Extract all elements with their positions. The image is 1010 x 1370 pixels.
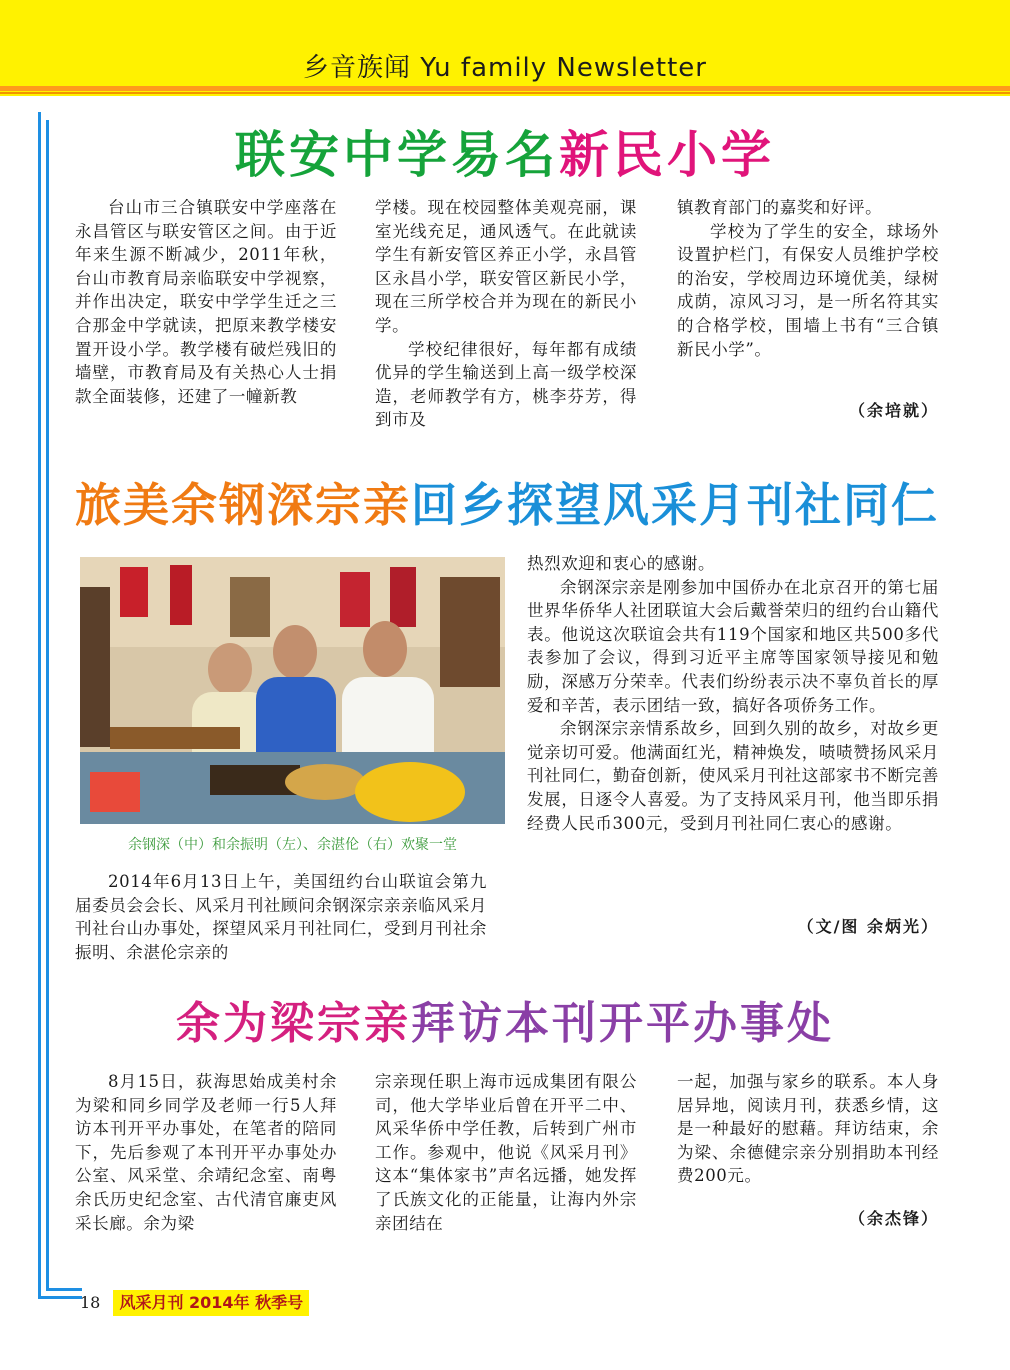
- article3-paragraph: 8月15日，荻海思始成美村余为梁和同乡同学及老师一行5人拜访本刊开平办事处，在笔者的陪同下，先后参观了本刊开平办事处办公室、风采堂、余靖纪念室、南粤余氏历史纪念室、古代清官廉吏风采长廊。余为梁: [75, 1072, 337, 1233]
- group-photo: [80, 557, 505, 824]
- article1-paragraph: 学校纪律很好，每年都有成绩优异的学生输送到上高一级学校深造，老师教学有方，桃李芬芳，得到市及: [375, 339, 637, 430]
- article2-right-column: [527, 552, 939, 835]
- article2-paragraph: 热烈欢迎和衷心的感谢。: [527, 554, 716, 573]
- article1-paragraph: 学校为了学生的安全，球场外设置护栏门，有保安人员维护学校的治安，学校周边环境优美，绿树成荫，凉风习习，是一所名符其实的合格学校，围墙上书有“三合镇新民小学”。: [677, 221, 939, 359]
- article3-column-2: [375, 1070, 637, 1235]
- frame-bottom-inner: [46, 1288, 82, 1291]
- publication-badge: 风采月刊 2014年 秋季号: [113, 1290, 309, 1316]
- article1-column-1: [75, 196, 337, 408]
- article2-paragraph: 余钢深宗亲是刚参加中国侨办在北京召开的第七届世界华侨华人社团联谊大会后戴誉荣归的纽约台山籍代表。他说这次联谊会共有119个国家和地区共500多代表参加了会议，得到习近平主席等国家领导接见和勉励，深感万分荣幸。代表们纷纷表示决不辜负首长的厚爱和辛苦，表示团结一致，搞好各项侨务工作。: [527, 577, 939, 715]
- article3-title: [0, 994, 1010, 1054]
- header-title: 乡音族闻 Yu family Newsletter: [303, 53, 707, 83]
- article2-left-column: [75, 870, 487, 964]
- article3-title-part1: 余为梁宗亲: [176, 998, 411, 1049]
- article3-paragraph: 宗亲现任职上海市远成集团有限公司，他大学毕业后曾在开平二中、风采华侨中学任教，后转到广州市工作。参观中，他说《风采月刊》这本“集体家书”声名远播，她发挥了氏族文化的正能量，让海内外宗亲团结在: [375, 1072, 637, 1233]
- article1-paragraph: 镇教育部门的嘉奖和好评。: [677, 198, 883, 217]
- article2-title-part2: 回乡探望风采月刊社同仁: [411, 478, 939, 532]
- photo-caption: 余钢深（中）和余振明（左）、余湛伦（右）欢聚一堂: [128, 837, 457, 853]
- article3-column-3: [677, 1070, 939, 1188]
- frame-left-inner: [46, 120, 49, 1290]
- article2-signature: （文/图 余炳光）: [797, 917, 939, 936]
- article2-title: [75, 474, 945, 536]
- article3-title-part2: 拜访本刊开平办事处: [411, 998, 834, 1049]
- article1-title: [0, 124, 1010, 186]
- article1-signature: （余培就）: [848, 401, 939, 420]
- page-footer: [80, 1290, 309, 1316]
- article3-column-1: [75, 1070, 337, 1235]
- group-photo-illustration: [80, 557, 505, 824]
- frame-bottom-outer: [38, 1296, 82, 1299]
- article1-column-3: [677, 196, 939, 361]
- page-number: 18: [80, 1293, 101, 1312]
- article1-paragraph: 学楼。现在校园整体美观亮丽，课室光线充足，通风透气。在此就读学生有新安管区养正小学，永昌管区永昌小学，联安管区新民小学，现在三所学校合并为现在的新民小学。: [375, 198, 637, 335]
- header-rule: [0, 86, 1010, 91]
- article1-column-2: [375, 196, 637, 432]
- article1-paragraph: 台山市三合镇联安中学座落在永昌管区与联安管区之间。由于近年来生源不断减少，2011年秋，台山市教育局亲临联安中学视察，并作出决定，联安中学学生迁之三合那金中学就读，把原来教学楼安置开设小学。教学楼有破烂残旧的墙壁，市教育局及有关热心人士捐款全面装修，还建了一幢新教: [75, 198, 337, 406]
- article3-signature: （余杰锋）: [848, 1209, 939, 1228]
- header-rule-lower: [0, 92, 1010, 94]
- article2-title-part1: 旅美余钢深宗亲: [75, 478, 411, 532]
- article1-title-part2: 新民小学: [559, 126, 775, 184]
- article2-paragraph: 2014年6月13日上午，美国纽约台山联谊会第九届委员会会长、风采月刊社顾问余钢深宗亲亲临风采月刊社台山办事处，探望风采月刊社同仁，受到月刊社余振明、余湛伦宗亲的: [75, 872, 487, 962]
- article1-title-part1: 联安中学易名: [235, 126, 559, 184]
- frame-left-outer: [38, 112, 41, 1298]
- article3-paragraph: 一起，加强与家乡的联系。本人身居异地，阅读月刊，获悉乡情，这是一种最好的慰藉。拜访结束，余为梁、余德健宗亲分别捐助本刊经费200元。: [677, 1072, 939, 1186]
- article2-paragraph: 余钢深宗亲情系故乡，回到久别的故乡，对故乡更觉亲切可爱。他满面红光，精神焕发，啧啧赞扬风采月刊社同仁，勤奋创新，使风采月刊社这部家书不断完善发展，日逐令人喜爱。为了支持风采月刊，他当即乐捐经费人民币300元，受到月刊社同仁衷心的感谢。: [527, 719, 939, 833]
